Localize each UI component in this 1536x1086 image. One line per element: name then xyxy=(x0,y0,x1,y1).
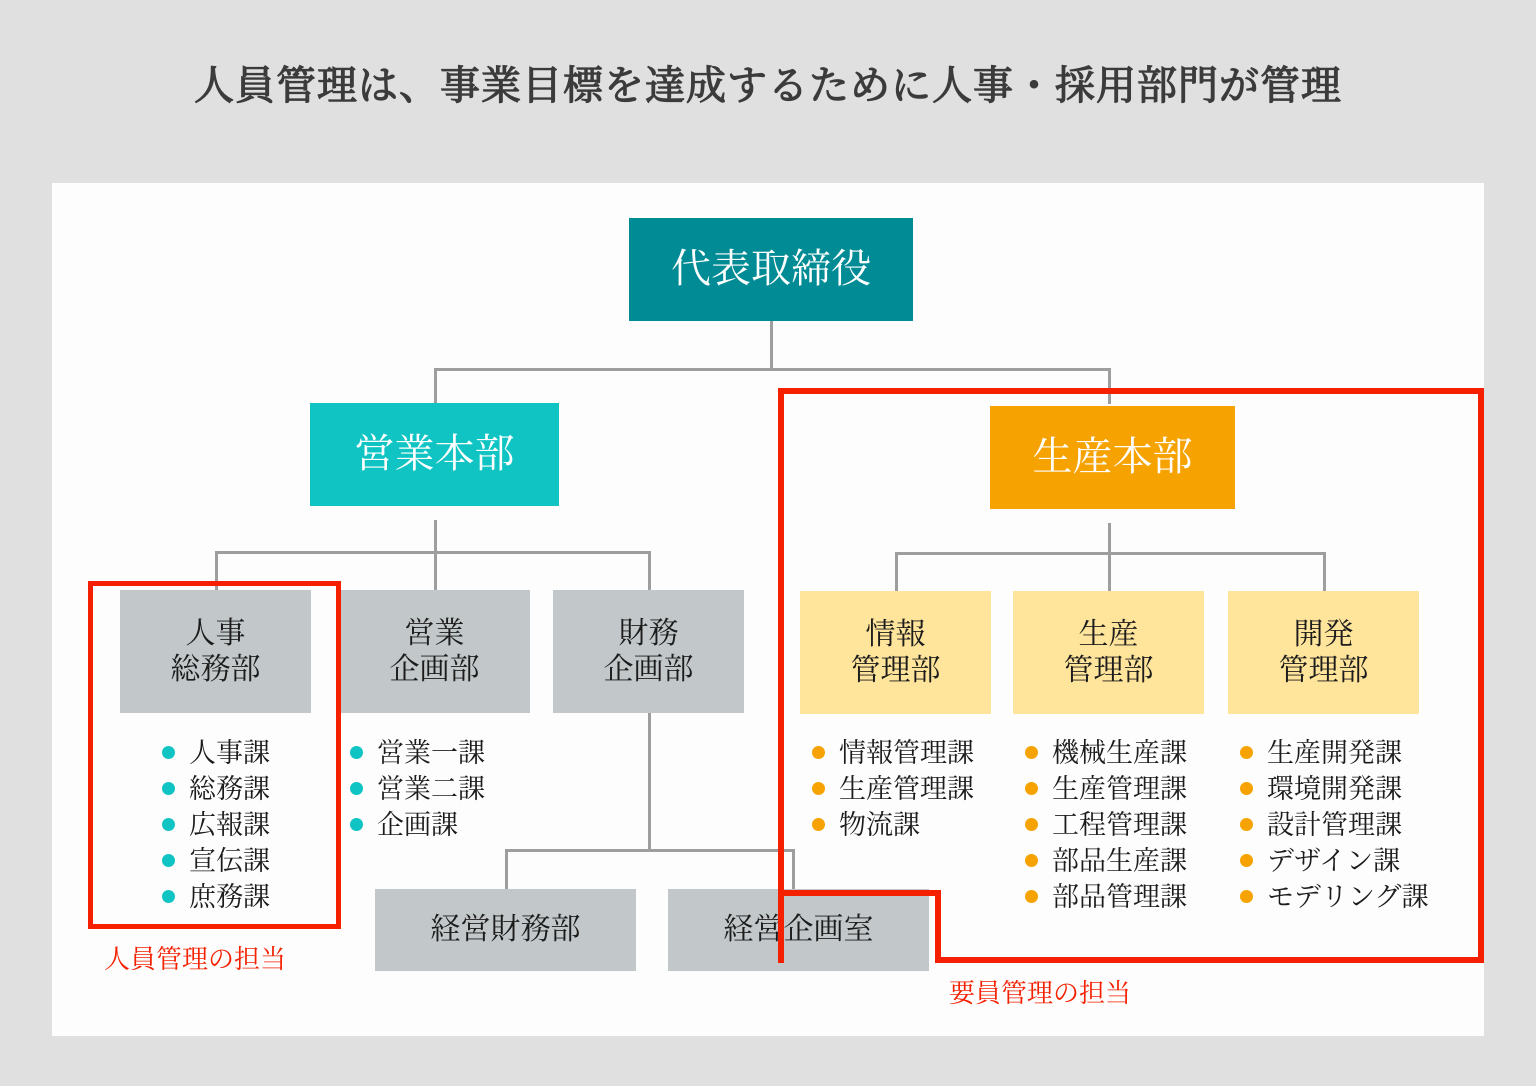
node-hr-department-line2: 総務部 xyxy=(170,652,261,686)
section-label: モデリング課 xyxy=(1267,881,1429,912)
list-item xyxy=(162,736,270,772)
connector-top-horizontal xyxy=(434,368,1111,371)
node-production-management-line1: 生産 xyxy=(1078,618,1139,652)
list-item xyxy=(162,808,270,844)
bullet-icon xyxy=(350,818,363,831)
page-title: 人員管理は、事業目標を達成するために人事・採用部門が管理 xyxy=(194,64,1342,108)
section-label: 庶務課 xyxy=(189,881,270,912)
section-label: 環境開発課 xyxy=(1267,773,1402,804)
node-corporate-planning-label: 経営企画室 xyxy=(723,913,874,947)
node-info-management-line2: 管理部 xyxy=(850,653,941,687)
list-item xyxy=(350,808,485,844)
section-label: 生産開発課 xyxy=(1267,738,1402,768)
connector-to-hr xyxy=(215,551,218,591)
node-sales-planning-line2: 企画部 xyxy=(389,652,480,686)
section-label: 宣伝課 xyxy=(189,845,270,876)
section-label: 生産管理課 xyxy=(1052,773,1187,804)
section-label: 企画課 xyxy=(377,809,458,840)
section-label: 情報管理課 xyxy=(839,738,974,768)
section-list-hr xyxy=(162,736,270,916)
section-label: 物流課 xyxy=(839,809,920,840)
section-list-sales-planning xyxy=(350,736,485,844)
connector-sales-horizontal xyxy=(215,551,651,554)
section-label: 工程管理課 xyxy=(1052,809,1187,840)
section-label: 機械生産課 xyxy=(1052,738,1187,768)
list-item xyxy=(162,880,270,916)
node-sales-planning-line1: 営業 xyxy=(404,617,465,651)
node-sales-division-label: 営業本部 xyxy=(354,431,515,476)
list-item xyxy=(350,736,485,772)
node-sales-division[interactable] xyxy=(310,403,559,506)
node-finance-planning-line1: 財務 xyxy=(618,617,679,651)
bullet-icon xyxy=(162,818,175,831)
connector-ceo-down xyxy=(770,320,773,370)
bullet-icon xyxy=(162,782,175,795)
connector-to-sales-plan xyxy=(434,551,437,591)
section-label: 生産管理課 xyxy=(839,773,974,804)
annotation-headcount-owner: 人員管理の担当 xyxy=(104,944,287,974)
connector-sales-down xyxy=(434,520,437,553)
section-label: 広報課 xyxy=(189,809,270,840)
bullet-icon xyxy=(162,746,175,759)
connector-to-corp-finance xyxy=(505,849,508,889)
node-corporate-finance-label: 経営財務部 xyxy=(430,913,581,947)
node-info-management-line1: 情報 xyxy=(865,618,926,652)
node-development-management-line1: 開発 xyxy=(1293,618,1354,652)
node-hr-department-line1: 人事 xyxy=(185,617,246,651)
node-finance-planning-line2: 企画部 xyxy=(603,652,694,686)
section-label: 人事課 xyxy=(189,738,270,768)
bullet-icon xyxy=(162,890,175,903)
connector-to-sales-div xyxy=(434,368,437,404)
bullet-icon xyxy=(162,854,175,867)
highlight-frame-production xyxy=(778,388,1484,963)
bullet-icon xyxy=(350,782,363,795)
node-development-management-line2: 管理部 xyxy=(1278,653,1369,687)
section-label: 部品生産課 xyxy=(1052,845,1187,876)
connector-sub-horizontal xyxy=(505,849,792,852)
connector-finance-down xyxy=(648,713,651,851)
list-item xyxy=(162,772,270,808)
org-chart-canvas xyxy=(52,183,1484,1036)
section-label: 営業一課 xyxy=(377,738,485,768)
node-hr-department[interactable] xyxy=(120,590,311,713)
list-item xyxy=(162,844,270,880)
section-label: 営業二課 xyxy=(377,773,485,804)
section-label: 部品管理課 xyxy=(1052,881,1187,912)
connector-to-finance-plan xyxy=(648,551,651,591)
bullet-icon xyxy=(350,746,363,759)
node-production-division-label: 生産本部 xyxy=(1032,434,1193,479)
node-production-management-line2: 管理部 xyxy=(1063,653,1154,687)
section-label: 総務課 xyxy=(189,773,270,804)
node-sales-planning-department[interactable] xyxy=(339,590,530,713)
section-label: デザイン課 xyxy=(1267,845,1401,876)
list-item xyxy=(350,772,485,808)
node-ceo[interactable] xyxy=(629,218,913,321)
node-ceo-label: 代表取締役 xyxy=(671,246,871,291)
node-corporate-finance-department[interactable] xyxy=(375,889,636,971)
node-finance-planning-department[interactable] xyxy=(553,590,744,713)
annotation-staffing-owner: 要員管理の担当 xyxy=(949,978,1132,1008)
section-label: 設計管理課 xyxy=(1267,809,1402,840)
